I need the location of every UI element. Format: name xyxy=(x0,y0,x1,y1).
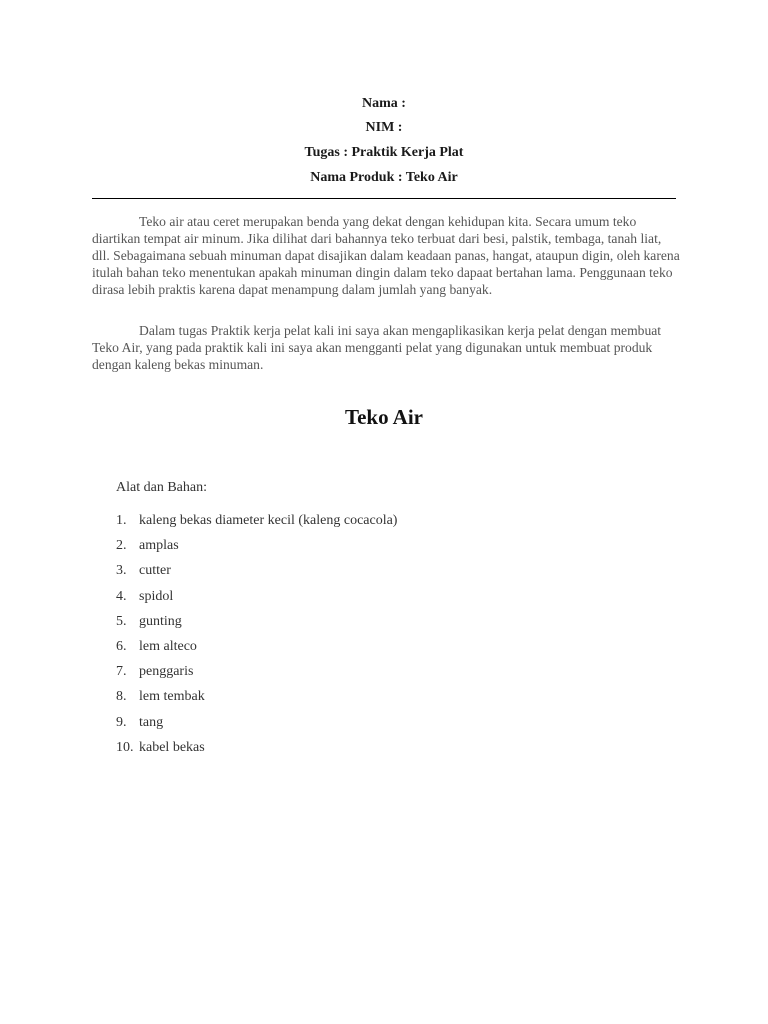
list-item xyxy=(116,663,397,688)
list-item-text: gunting xyxy=(139,613,182,629)
list-item-number: 7. xyxy=(116,664,127,680)
header-tugas: Tugas : Praktik Kerja Plat xyxy=(304,145,464,160)
list-item-text: kaleng bekas diameter kecil (kaleng cocacola) xyxy=(139,513,398,528)
list-item xyxy=(116,512,397,537)
list-item-number: 4. xyxy=(116,588,127,604)
list-item-text: penggaris xyxy=(139,664,194,680)
materials-heading: Alat dan Bahan: xyxy=(116,480,207,495)
materials-list xyxy=(116,512,397,764)
list-item xyxy=(116,613,397,638)
task-paragraph xyxy=(92,322,682,373)
list-item-text: lem tembak xyxy=(139,689,205,705)
divider-rule-left xyxy=(92,198,318,199)
task-paragraph-text: Dalam tugas Praktik kerja pelat kali ini saya akan mengaplikasikan kerja pelat dengan membuat Teko Air, yang pada praktik kali ini saya akan mengganti pelat yang digunakan untuk membuat produk dengan kaleng bekas minuman. xyxy=(92,323,662,372)
list-item-number: 6. xyxy=(116,638,127,654)
list-item xyxy=(116,739,397,764)
list-item-number: 10. xyxy=(116,739,134,755)
list-item xyxy=(116,588,397,613)
list-item-number: 2. xyxy=(116,538,127,554)
list-item-text: lem alteco xyxy=(139,638,197,654)
header-nim: NIM : xyxy=(365,120,403,135)
list-item-number: 5. xyxy=(116,613,127,629)
header-nama-produk: Nama Produk : Teko Air xyxy=(310,170,458,185)
list-item xyxy=(116,638,397,663)
list-item-text: tang xyxy=(139,714,164,730)
list-item-text: spidol xyxy=(139,588,174,604)
list-item-number: 9. xyxy=(116,714,127,730)
list-item-number: 8. xyxy=(116,689,127,705)
list-item xyxy=(116,714,397,739)
document-title: Teko Air xyxy=(345,405,423,429)
header-nama: Nama : xyxy=(362,96,406,111)
list-item-text: amplas xyxy=(139,538,179,554)
list-item xyxy=(116,562,397,587)
list-item xyxy=(116,688,397,713)
list-item-number: 1. xyxy=(116,513,127,528)
intro-paragraph-text: Teko air atau ceret merupakan benda yang dekat dengan kehidupan kita. Secara umum teko diartikan tempat air minum. Jika dilihat dari bahannya teko terbuat dari besi, palstik, tembaga, tanah liat, dll. Sebagaimana sebuah minuman dapat disajikan dalam keadaan panas, hangat, ataupun digin, oleh karena itulah bahan teko menentukan apakah minuman dingin dalam teko dapaat bertahan lama. Penggunaan teko dirasa lebih praktis karena dapat menampung dalam jumlah yang banyak. xyxy=(92,214,680,297)
list-item-text: cutter xyxy=(139,563,171,579)
intro-paragraph xyxy=(92,213,682,298)
divider-rule-right xyxy=(318,198,676,199)
list-item-number: 3. xyxy=(116,563,127,579)
list-item-text: kabel bekas xyxy=(139,739,205,755)
list-item xyxy=(116,537,397,562)
